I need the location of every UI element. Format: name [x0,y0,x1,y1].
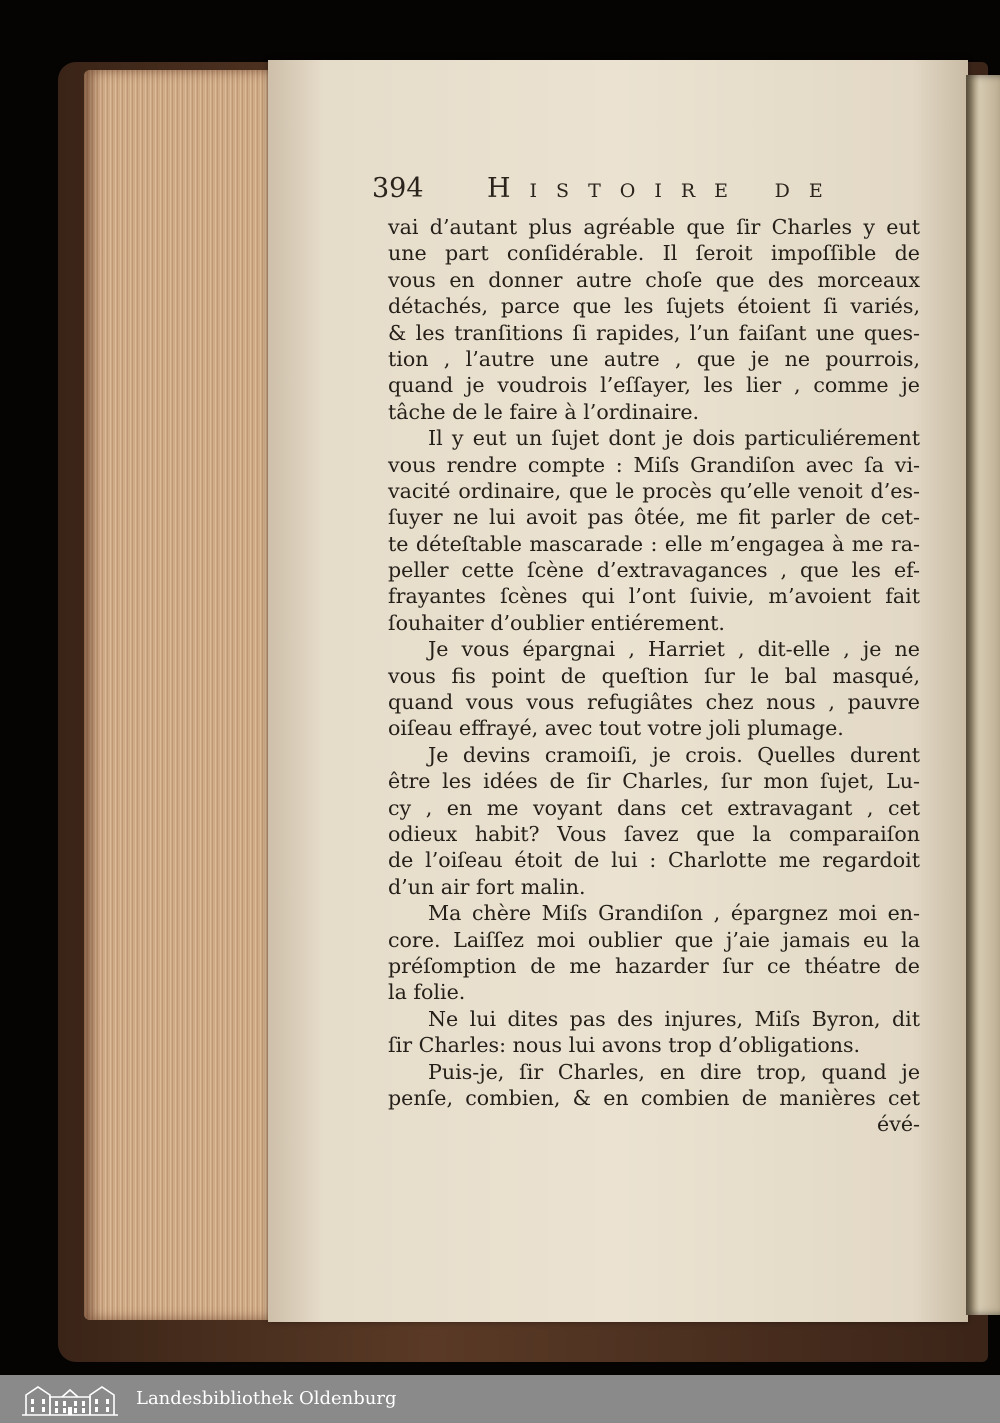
text-line: cy , en me voyant dans cet extravagant , cet [388,795,920,820]
text-line: vous fis point de queſtion ſur le bal masqué, [388,663,920,688]
text-line: penſe, combien, & en combien de manières cet [388,1085,920,1110]
text-line: ſir Charles: nous lui avons trop d’obligations. [388,1033,861,1058]
text-line: quand je voudrois l’eſſayer, les lier , comme je [388,373,920,398]
text-line: te déteſtable mascarade : elle m’engagea à me ra- [388,531,920,556]
text-line: préſomption de me hazarder ſur ce théatre de [388,953,920,978]
library-building-icon [18,1381,122,1417]
library-name: Landesbibliothek Oldenburg [136,1388,397,1409]
text-line: détachés, parce que les ſujets étoient ſi variés, [388,294,920,319]
text-line: être les idées de ſir Charles, ſur mon ſujet, Lu- [388,769,920,794]
text-line: tâche de le faire à l’ordinaire. [388,399,700,424]
text-line: core. Laiſſez moi oublier que j’aie jamais eu la [388,927,920,952]
text-line: frayantes ſcènes qui l’ont ſuivie, m’avoient fait [388,584,920,609]
text-line: peller cette ſcène d’extravagances , que les ef- [388,558,920,583]
facing-page-edge [966,75,1000,1315]
footer-bar [0,1375,1000,1423]
text-line: de l’oiſeau étoit de lui : Charlotte me regardoit [388,848,920,873]
text-line: odieux habit? Vous ſavez que la comparaiſon [388,821,920,846]
text-line: Puis-je, ſir Charles, en dire trop, quand je [428,1059,920,1084]
page-edges [84,70,274,1320]
text-line: ſouhaiter d’oublier entiérement. [388,610,725,635]
text-line: d’un air fort malin. [388,874,586,899]
text-line: quand vous vous refugiâtes chez nous , pauvre [388,690,920,715]
text-line: la folie. [388,980,466,1005]
page-number: 394 [372,173,424,204]
text-line: vai d’autant plus agréable que ſir Charles y eut [388,215,920,239]
page-header [372,172,932,206]
body-text [388,214,920,1138]
text-line: Ne lui dites pas des injures, Miſs Byron, dit [428,1006,920,1031]
running-head: Histoire de [487,173,842,204]
text-line: vacité ordinaire, que le procès qu’elle venoit d’es- [388,478,920,503]
text-line: Il y eut un ſujet dont je dois particuliérement [428,426,920,451]
text-line: oiſeau effrayé, avec tout votre joli plumage. [388,716,844,741]
text-line: Je devins cramoiſi, je crois. Quelles durent [428,742,920,767]
text-line: tion , l’autre une autre , que je ne pourrois, [388,346,920,371]
catchword: évé- [877,1112,920,1137]
text-line: Ma chère Miſs Grandiſon , épargnez moi en- [428,901,920,926]
text-line: vous rendre compte : Miſs Grandiſon avec ſa vi- [388,452,920,477]
text-line: ſuyer ne lui avoit pas ôtée, me fit parler de cet- [388,505,920,530]
text-line: vous en donner autre choſe que des morceaux [388,267,920,292]
text-line: une part conſidérable. Il ſeroit impoſſible de [388,241,920,266]
text-line: & les tranſitions ſi rapides, l’un faiſant une ques- [388,320,920,345]
text-line: Je vous épargnai , Harriet , dit-elle , je ne [428,637,920,662]
